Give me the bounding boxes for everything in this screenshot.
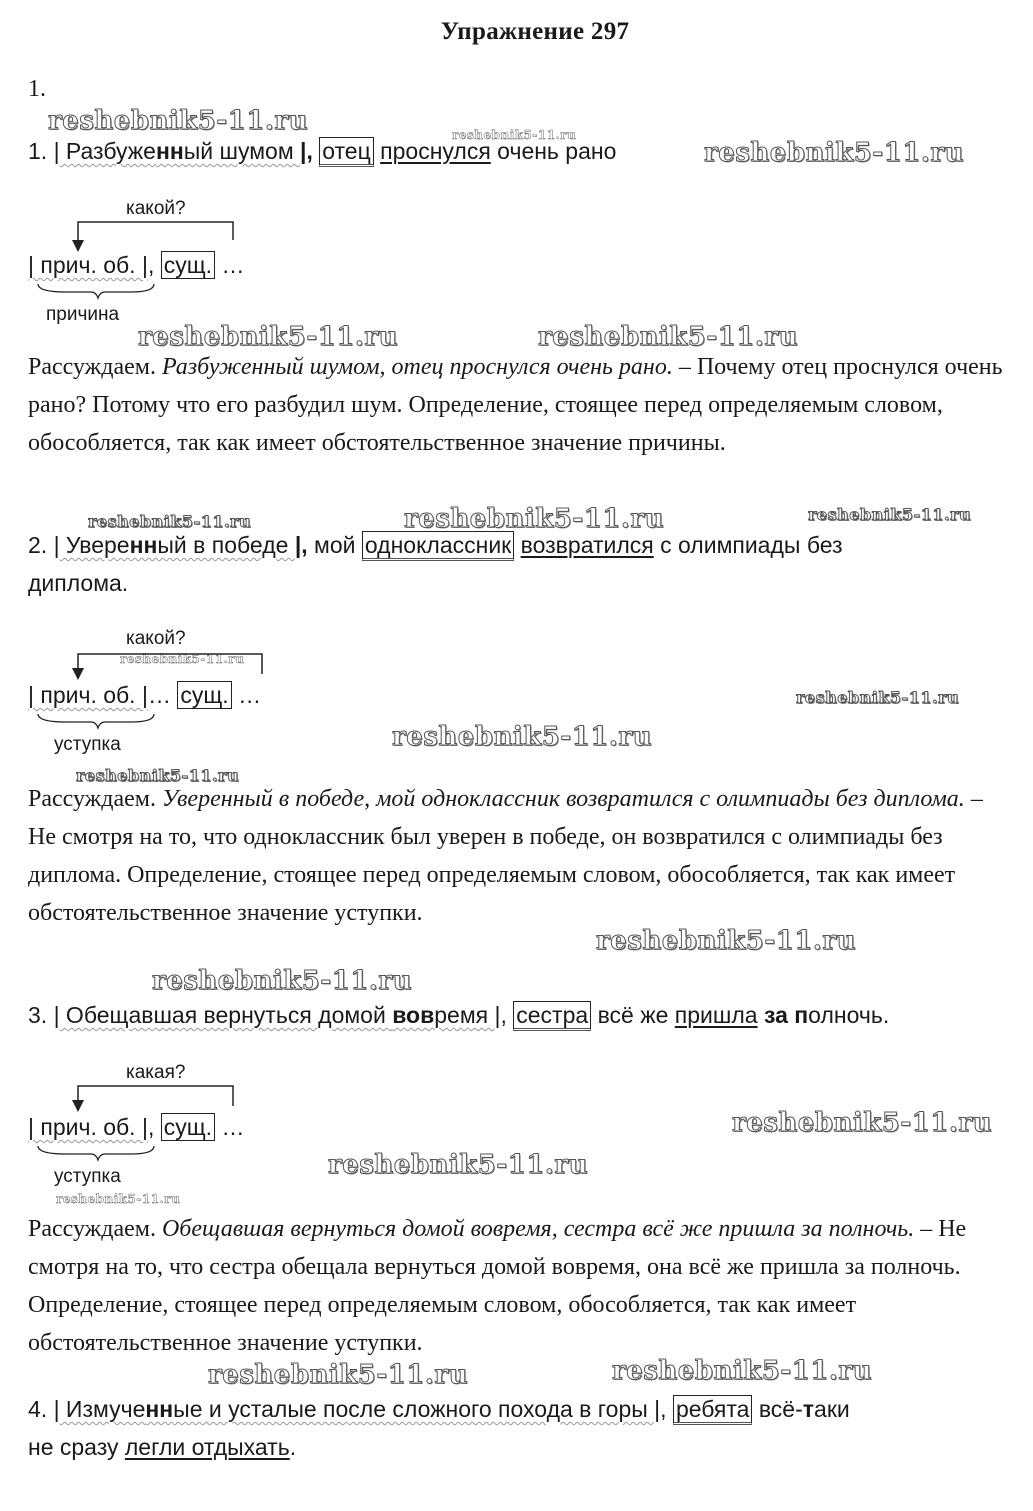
watermark: reshebnik5-11.ru (404, 504, 665, 534)
sentence-mid: всё-таки (758, 1396, 850, 1422)
watermark: reshebnik5-11.ru (808, 505, 972, 524)
watermark: reshebnik5-11.ru (88, 512, 252, 531)
sentence-4 (28, 1394, 850, 1424)
scheme-2 (28, 680, 261, 710)
sentence-1 (28, 136, 616, 166)
scheme-participle: | прич. об. | (28, 1114, 148, 1140)
sentence-3 (28, 1000, 889, 1030)
scheme-brace (36, 712, 166, 732)
watermark: reshebnik5-11.ru (796, 688, 960, 707)
scheme-label: уступка (54, 734, 121, 755)
reasoning-3 (28, 1210, 1013, 1362)
watermark: reshebnik5-11.ru (704, 138, 965, 168)
reasoning-label: Рассуждаем. (28, 786, 156, 812)
participle-phrase: Измученные и усталые после сложного похода в горы (59, 1396, 655, 1422)
scheme-brace (36, 1144, 166, 1164)
section-number: 1. (28, 76, 46, 102)
scheme-question: какая? (126, 1062, 186, 1083)
watermark: reshebnik5-11.ru (76, 766, 240, 785)
sentence-mid: всё же (597, 1002, 669, 1028)
watermark: reshebnik5-11.ru (596, 926, 857, 956)
subject: одноклассник (362, 531, 514, 561)
reasoning-text: – Почему отец проснулся очень рано? Потому что его разбудил шум. Определение, стоящее перед определяемым словом, обособляется, так как имеет обстоятельственное значение причины. (28, 354, 1003, 456)
scheme-participle: | прич. об. | (28, 252, 148, 278)
reasoning-text: – Не смотря на то, что сестра обещала вернуться домой вовремя, она всё же пришла за полночь. Определение, стоящее перед определяемым словом, обособляется, так как имеет обстоятельственное значение уступки. (28, 1216, 967, 1356)
scheme-3 (28, 1112, 244, 1142)
watermark: reshebnik5-11.ru (152, 966, 413, 996)
scheme-brace (36, 282, 166, 302)
scheme-noun: сущ. (161, 1113, 215, 1141)
reasoning-example: Разбуженный шумом, отец проснулся очень рано. (161, 354, 673, 380)
sentence-rest: с олимпиады без (660, 532, 843, 558)
sentence-2 (28, 530, 843, 560)
scheme-1 (28, 250, 244, 280)
predicate: возвратился (520, 532, 654, 558)
subject: ребята (673, 1395, 753, 1425)
watermark: reshebnik5-11.ru (538, 322, 799, 352)
reasoning-text: – Не смотря на то, что одноклассник был уверен в победе, он возвратился с олимпиады без диплома. Определение, стоящее перед определяемым словом, обособляется, так как имеет обстоятельственное значение уступки. (28, 786, 983, 926)
separator: |, (300, 138, 313, 164)
scheme-tail: … (221, 252, 245, 278)
sentence-rest: не сразу (28, 1434, 119, 1460)
scheme-separator: , (147, 1114, 155, 1140)
scheme-label: уступка (54, 1166, 121, 1187)
pre-subject: мой (314, 532, 356, 558)
predicate: пришла (674, 1002, 758, 1028)
scheme-separator: , (147, 252, 155, 278)
sentence-number: 1. | (28, 138, 60, 164)
watermark: reshebnik5-11.ru (208, 1360, 469, 1390)
predicate: легли отдыхать (124, 1434, 290, 1460)
separator: |, (294, 532, 308, 558)
predicate: проснулся (380, 138, 491, 164)
watermark: reshebnik5-11.ru (138, 322, 399, 352)
sentence-2-cont: диплома. (28, 570, 129, 596)
page-title: Упражнение 297 (440, 18, 630, 45)
participle-phrase: Обещавшая вернуться домой вовремя (59, 1002, 495, 1028)
reasoning-label: Рассуждаем. (28, 354, 156, 380)
sentence-rest: очень рано (497, 138, 617, 164)
watermark: reshebnik5-11.ru (732, 1108, 993, 1138)
reasoning-1 (28, 348, 1013, 462)
sentence-number: 3. | (28, 1002, 60, 1028)
scheme-participle: | прич. об. | (28, 682, 148, 708)
sentence-rest: олночь. (808, 1002, 890, 1028)
subject: сестра (513, 1001, 591, 1031)
subject: отец (319, 137, 374, 167)
scheme-separator: … (147, 682, 171, 708)
watermark: reshebnik5-11.ru (48, 106, 309, 136)
watermark: reshebnik5-11.ru (452, 128, 577, 142)
watermark: reshebnik5-11.ru (120, 652, 245, 666)
sentence-number: 4. | (28, 1396, 60, 1422)
sentence-number: 2. | (28, 532, 60, 558)
scheme-tail: … (238, 682, 262, 708)
watermark: reshebnik5-11.ru (392, 722, 653, 752)
scheme-tail: … (221, 1114, 245, 1140)
scheme-label: причина (46, 304, 120, 325)
reasoning-label: Рассуждаем. (28, 1216, 156, 1242)
sentence-bold: за п (763, 1002, 809, 1028)
reasoning-example: Уверенный в победе, мой одноклассник возвратился с олимпиады без диплома. (161, 786, 965, 812)
separator: |, (494, 1002, 507, 1028)
watermark: reshebnik5-11.ru (612, 1356, 873, 1386)
separator: |, (654, 1396, 667, 1422)
reasoning-2 (28, 780, 1013, 932)
scheme-question: какой? (126, 198, 186, 219)
reasoning-example: Обещавшая вернуться домой вовремя, сестра всё же пришла за полночь. (161, 1216, 915, 1242)
watermark: reshebnik5-11.ru (328, 1150, 589, 1180)
participle-phrase: Разбуженный шумом (59, 138, 301, 164)
scheme-noun: сущ. (177, 681, 231, 709)
participle-phrase: Уверенный в победе (59, 532, 295, 558)
sentence-4-cont: не сразу легли отдыхать. (28, 1434, 297, 1460)
scheme-question: какой? (126, 628, 186, 649)
scheme-noun: сущ. (161, 251, 215, 279)
watermark: reshebnik5-11.ru (56, 1192, 181, 1206)
